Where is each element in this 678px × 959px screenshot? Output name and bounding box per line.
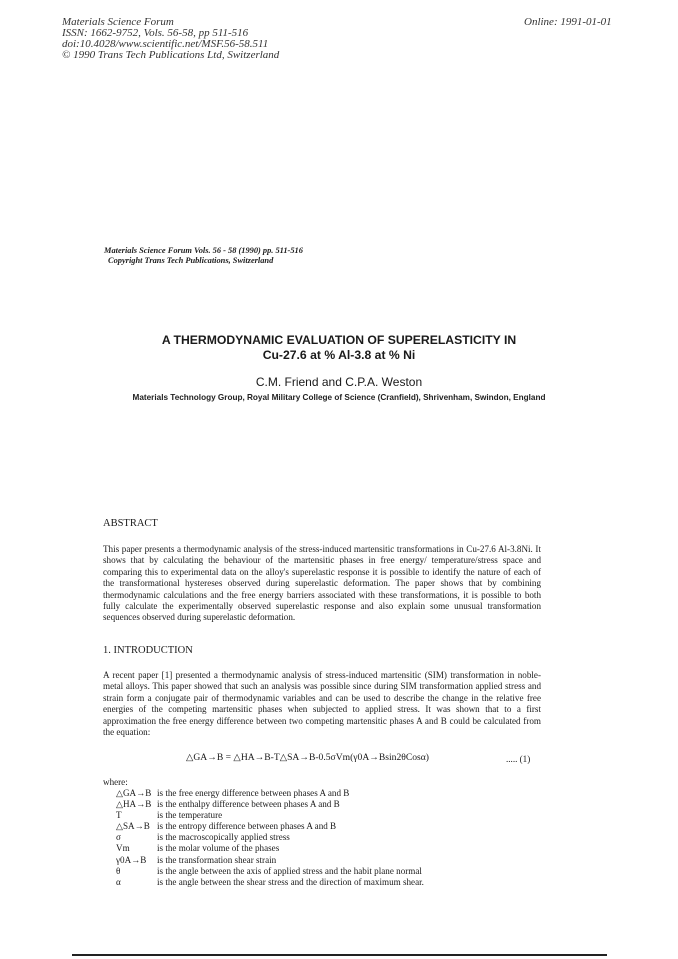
paper-title-line2: Cu-27.6 at % Al-3.8 at % Ni [262, 348, 416, 362]
equation-number: ..... (1) [506, 754, 531, 764]
variable-description: is the temperature [157, 810, 223, 820]
variable-description: is the angle between the shear stress and the direction of maximum shear. [157, 877, 424, 887]
paper-authors: C.M. Friend and C.P.A. Weston [255, 375, 423, 389]
variable-description: is the free energy difference between phases A and B [157, 788, 350, 798]
variable-description: is the macroscopically applied stress [157, 832, 290, 842]
where-label: where: [103, 777, 128, 787]
header-online-date: Online: 1991-01-01 [524, 16, 612, 28]
variable-symbol: △HA→B [116, 799, 152, 809]
paper-title-line1: A THERMODYNAMIC EVALUATION OF SUPERELASTICITY IN [161, 333, 517, 347]
equation: △GA→B = △HA→B-T△SA→B-0.5σVm(γ0A→Bsin2θCosα) [186, 752, 429, 763]
header-copyright: © 1990 Trans Tech Publications Ltd, Switzerland [62, 49, 280, 61]
paper-title [70, 333, 608, 363]
header-issn: ISSN: 1662-9752, Vols. 56-58, pp 511-516 [62, 27, 249, 39]
variable-symbol: θ [116, 866, 121, 876]
header-journal: Materials Science Forum [62, 16, 174, 28]
variable-symbol: γ0A→B [116, 855, 147, 865]
footer-rule [72, 954, 607, 956]
abstract-text: This paper presents a thermodynamic analysis of the stress-induced martensitic transformations in Cu-27.6 Al-3.8Ni. It shows that by calculating the behaviour of the martensitic phases in free energy/ temperature/stress space and comparing this to experimental data on the alloy's superelastic response it is possible to identify the nature of each of the transformational hystereses observed during superelastic deformation. The paper shows that by combining thermodynamic calculations and the free energy barriers associated with these transformations, it is possible to both fully calculate the experimentally observed superelastic response and also explain some unusual transformation sequences observed during superelastic deformation. [103, 544, 541, 623]
paper-affiliation: Materials Technology Group, Royal Military College of Science (Cranfield), Shrivenham, Swindon, England [132, 393, 546, 402]
introduction-text: A recent paper [1] presented a thermodynamic analysis of stress-induced martensitic (SIM) transformation in noble-metal alloys. This paper showed that such an analysis was possible since during SIM transformation applied stress and strain form a conjugate pair of thermodynamic variables and can be used to describe the change in the relative free energies of the competing martensitic phases when subjected to applied stress. It was shown that to a first approximation the free energy difference between two competing martensitic phases A and B could be calculated from the equation: [103, 670, 541, 738]
variable-description: is the transformation shear strain [157, 855, 277, 865]
introduction-heading: 1. INTRODUCTION [103, 645, 193, 656]
journal-reference-line1: Materials Science Forum Vols. 56 - 58 (1990) pp. 511-516 [104, 246, 303, 255]
variable-description: is the angle between the axis of applied stress and the habit plane normal [157, 866, 422, 876]
variable-symbol: Vm [116, 843, 130, 853]
variable-description: is the enthalpy difference between phases A and B [157, 799, 340, 809]
variable-symbol: α [116, 877, 121, 887]
variable-symbol: △SA→B [116, 821, 150, 831]
variable-symbol: △GA→B [116, 788, 152, 798]
header-doi[interactable]: doi:10.4028/www.scientific.net/MSF.56-58.511 [62, 38, 269, 50]
variable-symbol: σ [116, 832, 121, 842]
abstract-heading: ABSTRACT [103, 518, 158, 529]
variable-symbol: T [116, 810, 122, 820]
variable-description: is the molar volume of the phases [157, 843, 280, 853]
journal-reference-line2: Copyright Trans Tech Publications, Switzerland [108, 256, 274, 265]
variable-description: is the entropy difference between phases A and B [157, 821, 337, 831]
